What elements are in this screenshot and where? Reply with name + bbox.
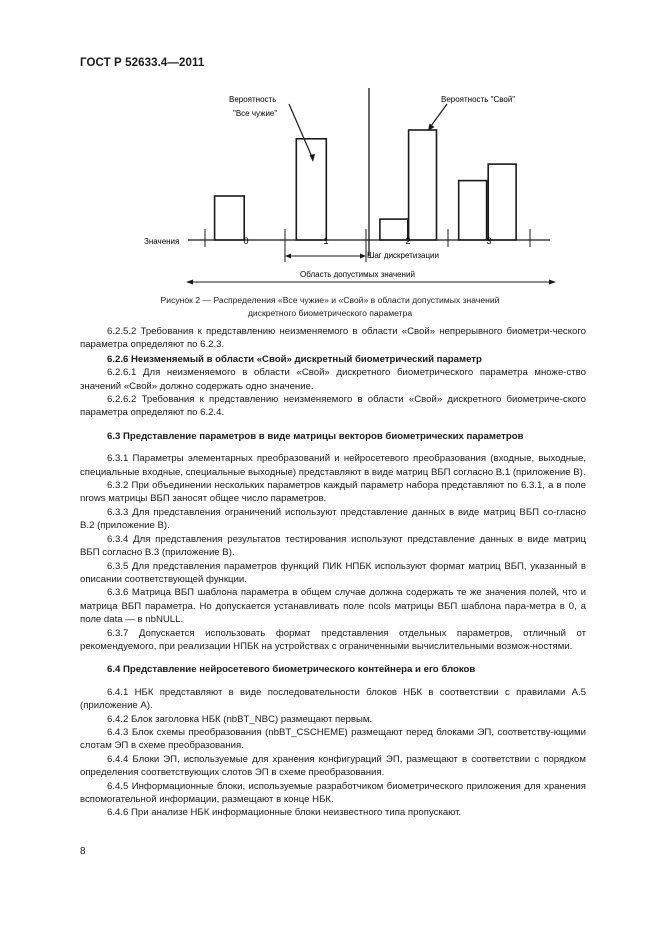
bin-label-3: 3 <box>486 236 492 246</box>
bar-bin-2-0 <box>380 219 408 240</box>
heading-6-2-6: 6.2.6 Неизменяемый в области «Свой» дискретный биометрический параметр <box>107 353 482 365</box>
paragraph-6-4-4: 6.4.4 Блоки ЭП, используемые для хранения конфигураций ЭП, размещают в соответствии с порядком определения соответствующих слотов ЭП в схеме преобразования. <box>80 753 586 779</box>
values-label: Значения <box>144 237 180 246</box>
step-label: Шаг дискретизации <box>367 251 439 260</box>
paragraph-6-3-7: 6.3.7 Допускается использовать формат представления отдельных параметров, отличный от рекомендуемого, при реализации НПБК на устройствах с ограниченными вычислительными возмож-ностями. <box>80 627 586 652</box>
paragraph-6-2-6-1: 6.2.6.1 Для неизменяемого в области «Свой» дискретного биометрического параметра множе-ство значений «Свой» должно содержать одно значение. <box>80 367 586 392</box>
bin-label-1: 1 <box>323 236 329 246</box>
prob-all-label-1: Вероятность <box>229 95 277 104</box>
figure-caption-line-2: дискретного биометрического параметра <box>247 308 413 318</box>
bin-label-0: 0 <box>243 236 249 246</box>
bar-bin-0-0 <box>215 196 245 240</box>
prob-own-label: Вероятность "Свой" <box>441 95 516 104</box>
heading-6-4: 6.4 Представление нейросетевого биометрического контейнера и его блоков <box>107 664 476 676</box>
paragraph-6-4-1: 6.4.1 НБК представляют в виде последовательности блоков НБК в соответствии с правилами А.5 (приложение А). <box>80 686 586 712</box>
paragraph-6-2-5-2: 6.2.5.2 Требования к представлению неизменяемого в области «Свой» непрерывного биометри-ческого параметра определяют по 6.2.3. <box>80 326 586 351</box>
paragraph-6-3-6: 6.3.6 Матрица ВБП шаблона параметра в общем случае должна содержать те же значения полей, что и матрица ВБП параметра. Но допускается устанавливать поле ncols матрицы ВБП шаблона пара-метра в 0, а поле data — в nbNULL. <box>80 587 586 626</box>
page-number: 8 <box>80 846 86 857</box>
paragraph-6-3-4: 6.3.4 Для представления результатов тестирования используют представление данных в виде матриц ВБП согласно В.3 (приложение В). <box>80 533 586 559</box>
distribution-figure <box>0 0 661 330</box>
bin-label-2: 2 <box>405 236 411 246</box>
paragraph-6-4-3: 6.4.3 Блок схемы преобразования (nbBT_CSCHEME) размещают перед блоками ЭП, соответству-ющими слотам ЭП в схеме преобразования. <box>80 726 586 752</box>
prob-all-leader <box>289 104 312 157</box>
range-label: Область допустимых значений <box>300 270 415 279</box>
paragraph-6-3-1: 6.3.1 Параметры элементарных преобразований и нейросетевого преобразования (входные, выходные, специальные входные, специальные выходные) представляют в виде матриц ВБП согласно В.1 (приложение В). <box>80 453 586 478</box>
paragraph-6-2-6-2: 6.2.6.2 Требования к представлению неизменяемого в области «Свой» дискретного биометриче-ского параметра определяют по 6.2.4. <box>80 394 586 419</box>
prob-all-label-2: "Все чужие" <box>233 109 278 118</box>
paragraph-6-4-2: 6.4.2 Блок заголовка НБК (nbBT_NBC) размещают первым. <box>107 713 373 725</box>
figure-caption-line-1: Рисунок 2 — Распределения «Все чужие» и «Свой» в области допустимых значений <box>160 295 500 305</box>
bar-bin-3-1 <box>488 164 516 240</box>
bars-group <box>215 130 517 240</box>
paragraph-6-4-6: 6.4.6 При анализе НБК информационные блоки неизвестного типа пропускают. <box>107 807 462 819</box>
figure-caption <box>80 294 580 320</box>
paragraph-6-3-5: 6.3.5 Для представления параметров функций ПИК НПБК используют формат матриц ВБП, указанный в описании соответствующей функции. <box>80 560 586 585</box>
document-header: ГОСТ Р 52633.4—2011 <box>80 57 205 69</box>
paragraph-6-4-5: 6.4.5 Информационные блоки, используемые разработчиком биометрического приложения для хранения вспомогательной информации, размещают в конце НБК. <box>80 780 586 805</box>
body-text <box>80 325 586 820</box>
bar-bin-3-0 <box>459 181 487 240</box>
prob-own-leader <box>431 104 447 126</box>
bar-bin-2-1 <box>409 130 437 240</box>
heading-6-3: 6.3 Представление параметров в виде матрицы векторов биометрических параметров <box>107 430 524 442</box>
paragraph-6-3-2: 6.3.2 При объединении нескольких параметров каждый параметр набора представляют по 6.3.1, а в поле nrows матрицы ВБП заносят общее число параметров. <box>80 480 586 505</box>
paragraph-6-3-3: 6.3.3 Для представления ограничений используют представление данных в виде матриц ВБП со-гласно В.2 (приложение В). <box>80 506 586 532</box>
